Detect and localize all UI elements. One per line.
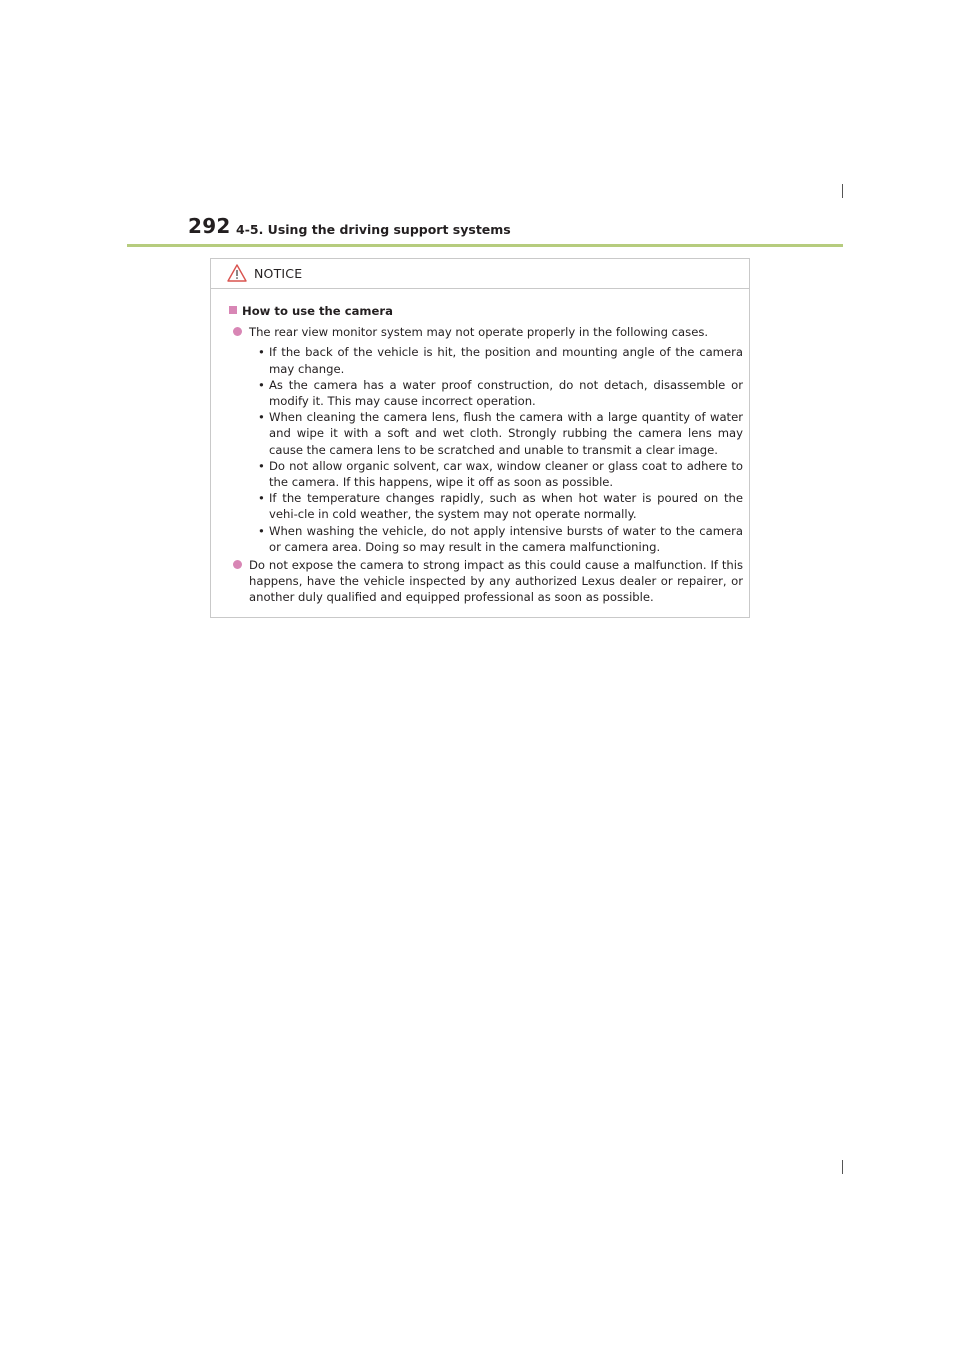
- list-item: [258, 490, 743, 522]
- circle-item-2: [233, 557, 743, 606]
- circle-bullet-icon: [233, 560, 242, 569]
- page-header: [188, 214, 888, 242]
- notice-body: [211, 289, 749, 606]
- list-item-text: When washing the vehicle, do not apply intensive bursts of water to the camera or camera area. Doing so may result in the camera malfunctioning.: [269, 523, 743, 554]
- notice-title: NOTICE: [254, 266, 303, 281]
- notice-box: [210, 258, 750, 618]
- list-item: [258, 344, 743, 376]
- bullet-dot-icon: •: [258, 523, 265, 538]
- crop-mark-top: [842, 184, 843, 198]
- list-item-text: Do not allow organic solvent, car wax, window cleaner or glass coat to adhere to the camera. If this happens, wipe it off as soon as possible.: [269, 458, 743, 490]
- warning-triangle-icon: [227, 264, 247, 282]
- list-item: [258, 458, 743, 490]
- crop-mark-bottom: [842, 1160, 843, 1174]
- page-number: 292: [188, 214, 231, 238]
- list-item: [258, 409, 743, 458]
- list-item-text: As the camera has a water proof construction, do not detach, disassemble or modify it. This may cause incorrect operation.: [269, 377, 743, 409]
- subhead-how-to-use-camera: [229, 303, 743, 319]
- subhead-text: How to use the camera: [242, 304, 393, 318]
- circle-item-1: [233, 324, 743, 340]
- list-item: [258, 523, 743, 555]
- bullet-list: [229, 344, 743, 555]
- header-rule: [127, 244, 843, 247]
- section-title: 4-5. Using the driving support systems: [236, 222, 511, 237]
- list-item-text: When cleaning the camera lens, flush the camera with a large quantity of water and wipe it with a soft and wet cloth. Strongly rubbing the camera lens may cause the camera lens to be scratched and unable to transmit a clear image.: [269, 410, 743, 457]
- circle-item-2-text: Do not expose the camera to strong impact as this could cause a malfunction. If this happens, have the vehicle inspected by any authorized Lexus dealer or repairer, or another duly qualified and equipped professional as soon as possible.: [249, 558, 743, 605]
- bullet-dot-icon: •: [258, 491, 265, 506]
- bullet-dot-icon: •: [258, 458, 265, 473]
- list-item-text: If the back of the vehicle is hit, the position and mounting angle of the camera may change.: [269, 345, 743, 376]
- list-item: [258, 377, 743, 409]
- circle-item-1-text: The rear view monitor system may not operate properly in the following cases.: [249, 325, 709, 340]
- notice-header: [211, 259, 749, 289]
- list-item-text: If the temperature changes rapidly, such as when hot water is poured on the vehi-cle in cold weather, the system may not operate normally.: [269, 491, 743, 522]
- bullet-dot-icon: •: [258, 377, 265, 392]
- square-bullet-icon: [229, 306, 237, 314]
- bullet-dot-icon: •: [258, 345, 265, 360]
- circle-bullet-icon: [233, 327, 242, 336]
- bullet-dot-icon: •: [258, 410, 265, 425]
